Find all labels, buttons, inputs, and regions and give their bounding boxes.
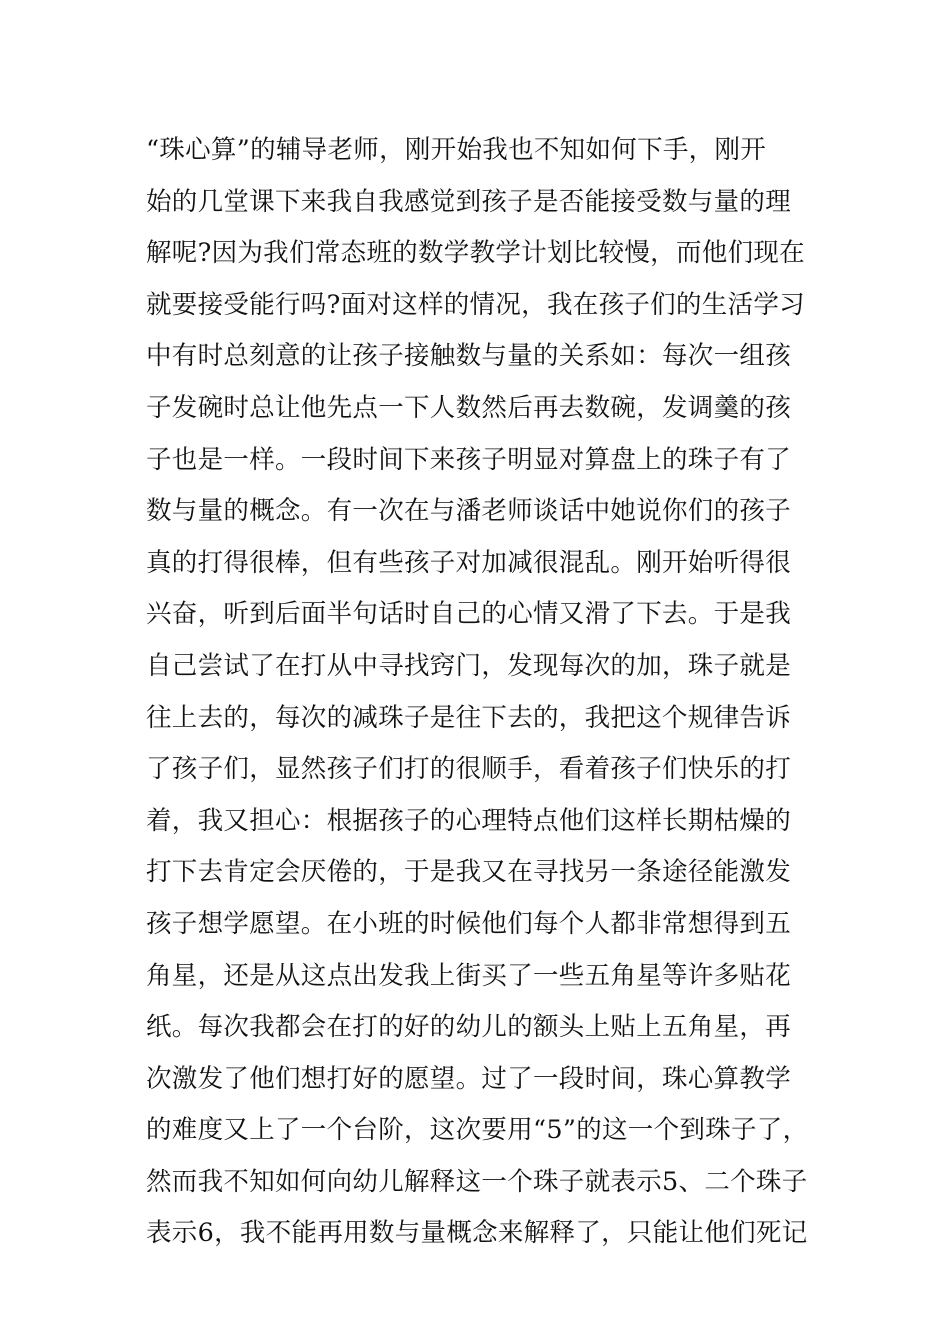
text-line: 的难度又上了一个台阶，这次要用“5”的这一个到珠子了， — [146, 1115, 809, 1146]
text-line: 自己尝试了在打从中寻找窍门，发现每次的加，珠子就是 — [146, 650, 792, 681]
text-line: 纸。每次我都会在打的好的幼儿的额头上贴上五角星，再 — [146, 1012, 792, 1043]
text-line: 始的几堂课下来我自我感觉到孩子是否能接受数与量的理 — [146, 186, 792, 217]
text-line: 往上去的，每次的减珠子是往下去的，我把这个规律告诉 — [146, 702, 792, 733]
text-line: 就要接受能行吗?面对这样的情况，我在孩子们的生活学习 — [146, 289, 805, 320]
text-line: 中有时总刻意的让孩子接触数与量的关系如：每次一组孩 — [146, 341, 792, 372]
text-line: 表示6，我不能再用数与量概念来解释了，只能让他们死记 — [146, 1218, 808, 1249]
text-line: 着，我又担心：根据孩子的心理特点他们这样长期枯燥的 — [146, 805, 792, 836]
text-line: 子也是一样。一段时间下来孩子明显对算盘上的珠子有了 — [146, 444, 792, 475]
text-line: 打下去肯定会厌倦的，于是我又在寻找另一条途径能激发 — [146, 857, 792, 888]
text-line: 了孩子们，显然孩子们打的很顺手，看着孩子们快乐的打 — [146, 754, 792, 785]
text-line: 然而我不知如何向幼儿解释这一个珠子就表示5、二个珠子 — [146, 1166, 808, 1197]
text-line: 角星，还是从这点出发我上街买了一些五角星等许多贴花 — [146, 960, 792, 991]
text-line: 解呢?因为我们常态班的数学教学计划比较慢，而他们现在 — [146, 238, 805, 269]
text-line: “珠心算”的辅导老师，刚开始我也不知如何下手，刚开 — [146, 135, 767, 165]
text-line: 数与量的概念。有一次在与潘老师谈话中她说你们的孩子 — [146, 496, 792, 527]
text-line: 孩子想学愿望。在小班的时候他们每个人都非常想得到五 — [146, 908, 792, 939]
text-line: 兴奋，听到后面半句话时自己的心情又滑了下去。于是我 — [146, 599, 792, 630]
body-text — [146, 125, 836, 1260]
text-line: 次激发了他们想打好的愿望。过了一段时间，珠心算教学 — [146, 1063, 792, 1094]
text-line: 真的打得很棒，但有些孩子对加减很混乱。刚开始听得很 — [146, 547, 792, 578]
text-line: 子发碗时总让他先点一下人数然后再去数碗，发调羹的孩 — [146, 392, 792, 423]
